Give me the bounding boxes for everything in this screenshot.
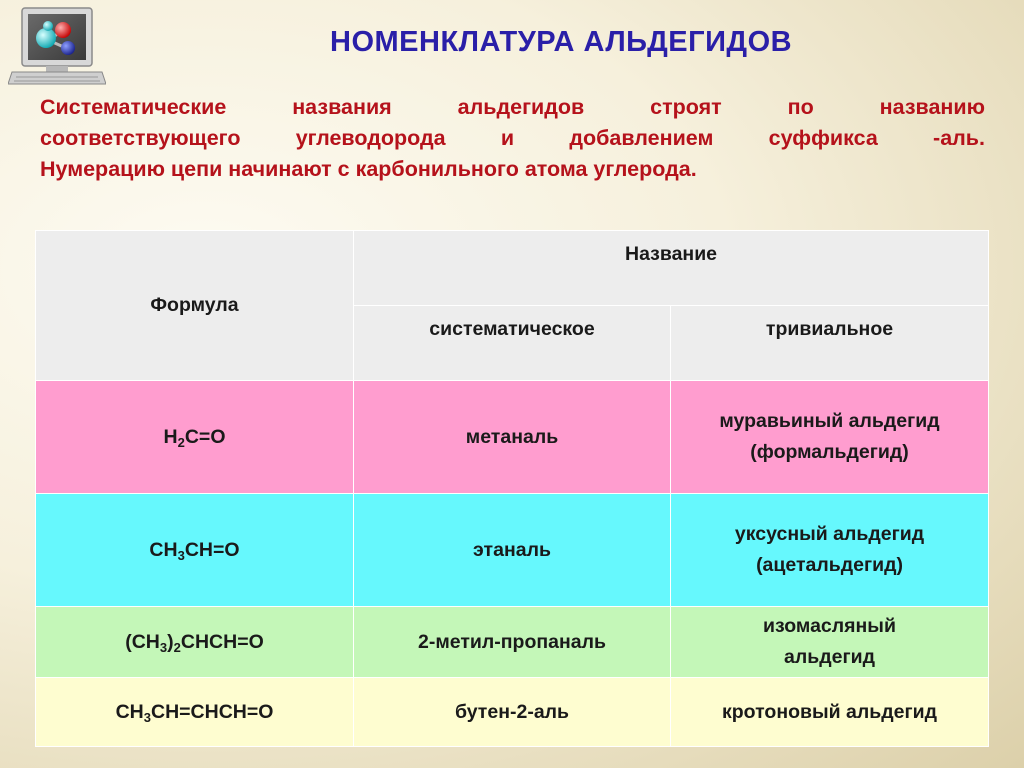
trivial-cell: изомасляный альдегид (671, 607, 989, 678)
systematic-cell: бутен-2-аль (354, 678, 671, 747)
header-formula: Формула (36, 231, 354, 381)
formula-cell: $H_2C=O$ (36, 381, 354, 494)
header-systematic: систематическое (354, 306, 671, 381)
table-row (36, 381, 989, 494)
intro-line-1: Систематические названия альдегидов строят по названию (40, 95, 985, 119)
intro-line-2: соответствующего углеводорода и добавлением суффикса -аль. (40, 126, 985, 150)
formula-cell: $CH_3CH=CHCH=O$ (36, 678, 354, 747)
systematic-cell: 2-метил-пропаналь (354, 607, 671, 678)
header-trivial: тривиальное (671, 306, 989, 381)
systematic-cell: этаналь (354, 494, 671, 607)
formula-cell: $(CH_3)_2CHCH=O$ (36, 607, 354, 678)
aldehyde-nomenclature-table (35, 230, 989, 747)
formula-cell: $CH_3CH=O$ (36, 494, 354, 607)
table-row (36, 494, 989, 607)
slide-title: НОМЕНКЛАТУРА АЛЬДЕГИДОВ (330, 26, 793, 58)
intro-text (40, 92, 985, 185)
table-row (36, 607, 989, 678)
header-row-1 (36, 231, 989, 306)
trivial-cell: кротоновый альдегид (671, 678, 989, 747)
trivial-cell: уксусный альдегид (ацетальдегид) (671, 494, 989, 607)
computer-molecule-icon (8, 6, 106, 88)
table-row (36, 678, 989, 747)
trivial-cell: муравьиный альдегид (формальдегид) (671, 381, 989, 494)
systematic-cell: метаналь (354, 381, 671, 494)
intro-line-3: Нумерацию цепи начинают с карбонильного атома углерода. (40, 157, 697, 181)
header-name: Название (354, 231, 989, 306)
